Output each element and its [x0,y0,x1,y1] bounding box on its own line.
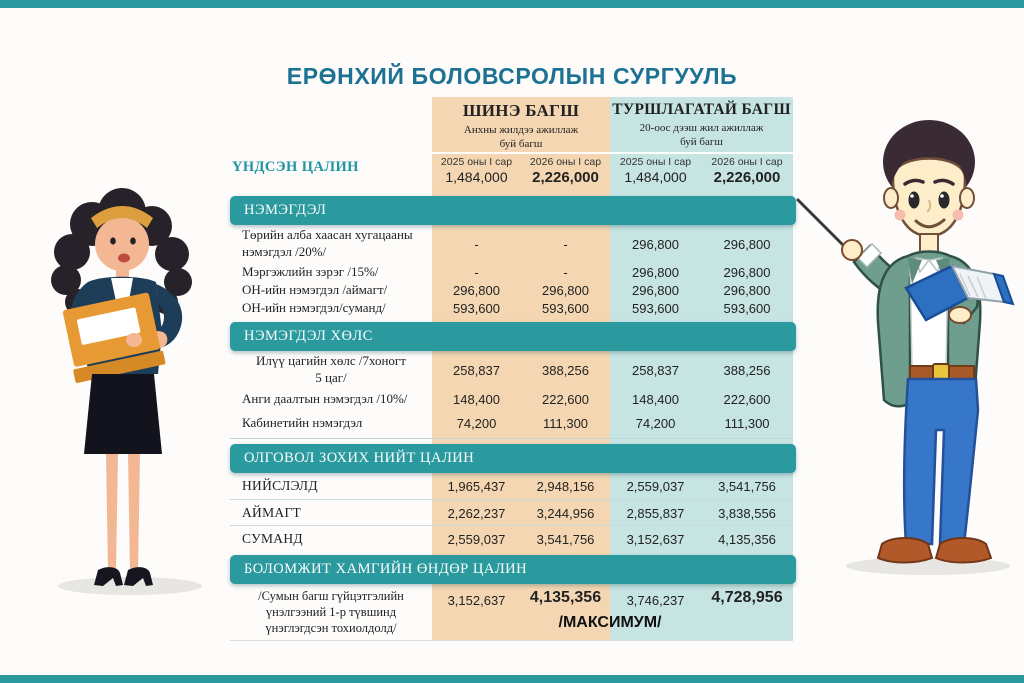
fist [842,240,862,260]
cell-value: - [474,264,479,280]
blush [895,210,906,221]
cell-value: 2,855,837 [626,505,685,521]
cell-value: 296,800 [542,282,589,298]
face [95,217,149,271]
blush [953,210,964,221]
cell-value: 222,600 [723,391,771,407]
cell-value: 388,256 [542,362,589,378]
cell-value: 296,800 [453,282,500,298]
page-title: ЕРӨНХИЙ БОЛОВСРОЛЫН СУРГУУЛЬ [286,63,738,90]
column-group-experienced-teacher [610,101,793,152]
eye [939,192,950,209]
cell-value: 296,800 [632,236,679,252]
new-teacher-title: ШИНЭ БАГШ [462,101,580,120]
base-salary-cell [432,154,521,188]
cell-value: 2,559,037 [447,531,506,547]
maximum-note: /МАКСИМУМ/ [558,614,662,631]
cell-value: 388,256 [723,362,771,378]
column-group-new-teacher [432,101,610,152]
base-salary-cell [701,154,793,188]
cell-value: 3,746,237 [626,593,685,608]
cell-value: 296,800 [632,282,679,298]
row-label: Төрийн алба хаасан хугацааны нэмэгдэл /20%/ [242,227,413,259]
table-row [230,299,793,317]
bottom-accent-bar [0,675,1024,683]
base-salary-cell [521,154,610,188]
cell-value: 296,800 [723,264,771,280]
cell-value: - [474,236,479,252]
cell-value: 74,200 [635,415,676,431]
table-row [230,584,793,641]
eye [909,192,920,209]
row-label: Анги даалтын нэмэгдэл /10%/ [242,390,408,406]
cell-value: 1,965,437 [447,478,506,494]
cell-value: 296,800 [632,264,679,280]
top-accent-bar [0,0,1024,8]
cell-value: 2,948,156 [536,478,595,494]
base-salary-value: 1,484,000 [445,169,508,185]
eye [110,237,116,244]
cell-value: 222,600 [542,391,589,407]
cell-value: 3,152,637 [626,531,685,547]
row-label: СУМАНД [242,531,303,547]
section-header-niit-tsalin: ОЛГОВОЛ ЗОХИХ НИЙТ ЦАЛИН [230,444,796,473]
eye-glint [910,194,914,198]
row-label: /Сумын багш гүйцэтгэлийн үнэлгээний 1-р түвшинд үнэглэгдсэн тохиолдолд/ [258,588,404,636]
table-row [230,263,793,281]
cell-value: 2,262,237 [447,505,506,521]
experienced-teacher-title: ТУРШЛАГАТАЙ БАГШ [612,101,791,118]
mouth [118,254,130,263]
leg [128,454,140,572]
base-salary-value: 2,226,000 [713,169,781,186]
cell-value: 3,541,756 [718,478,776,494]
hand [949,307,971,323]
trousers [904,379,978,544]
shoe [878,538,932,563]
table-row [230,411,793,435]
section-header-nemegdel-hols: НЭМЭГДЭЛ ХӨЛС [230,322,796,351]
cell-value: 111,300 [542,415,589,431]
table-row [230,225,793,263]
face [893,159,965,237]
section-header-nemegdel: НЭМЭГДЭЛ [230,196,796,225]
hand [126,333,142,347]
row-label: ОН-ийн нэмэгдэл/суманд/ [242,299,386,315]
cell-value: 74,200 [456,415,497,431]
period-label: 2025 оны I сар [440,156,513,168]
cell-value: 148,400 [632,391,679,407]
base-salary-value: 1,484,000 [624,169,687,185]
cell-value: 4,728,956 [711,589,783,606]
row-label: Кабинетийн нэмэгдэл [242,414,363,430]
cell-value: 296,800 [723,236,771,252]
cell-value: 593,600 [723,300,771,316]
cell-value: 258,837 [453,362,500,378]
cell-value: - [563,236,568,252]
table-row [230,473,793,499]
experienced-teacher-subtitle: 20-оос дээш жил ажиллаж буй багш [639,122,764,149]
table-row [230,525,793,552]
cell-value: 4,135,356 [718,531,776,547]
ear [960,188,974,208]
row-label: НИЙСЛЭЛД [242,478,318,494]
row-divider [230,438,793,439]
leg [106,454,118,572]
base-salary-row [432,152,793,188]
cell-value: 593,600 [632,300,679,316]
cell-value: - [563,264,568,280]
cell-value: 3,244,956 [536,505,595,521]
ear [884,188,898,208]
cell-value: 3,838,556 [718,505,776,521]
table-row [230,389,793,409]
cell-value: 258,837 [632,362,679,378]
cell-value: 2,559,037 [626,478,685,494]
table-row [230,351,793,389]
period-label: 2026 оны I сар [711,156,783,168]
row-label: АЙМАГТ [242,505,302,521]
section-header-max-tsalin: БОЛОМЖИТ ХАМГИЙН ӨНДӨР ЦАЛИН [230,555,796,584]
row-label: ОН-ийн нэмэгдэл /аймагт/ [242,281,388,297]
period-label: 2026 оны I сар [529,156,602,168]
cell-value: 4,135,356 [529,589,602,606]
eye [130,237,136,244]
skirt [84,374,162,454]
base-salary-cell [610,154,701,188]
base-salary-label: ҮНДСЭН ЦАЛИН [232,159,359,175]
cell-value: 296,800 [723,282,771,298]
salary-table [230,97,793,643]
cell-value: 111,300 [724,415,770,431]
row-label: Илүү цагийн хөлс /7хоногт 5 цаг/ [256,353,406,385]
cell-value: 3,541,756 [536,531,595,547]
pointer-stick [798,200,850,252]
table-row [230,499,793,526]
cell-value: 593,600 [542,300,589,316]
new-teacher-subtitle: Анхны жилдээ ажиллаж буй багш [463,124,579,151]
cell-value: 593,600 [453,300,500,316]
period-label: 2025 оны I сар [619,156,692,168]
row-label: Мэргэжлийн зэрэг /15%/ [242,263,379,279]
shoe [936,538,991,563]
eye-glint [940,194,944,198]
cell-value: 3,152,637 [447,593,506,608]
cell-value: 148,400 [453,391,500,407]
base-salary-value: 2,226,000 [532,169,599,186]
male-teacher-illustration [788,108,1024,583]
female-teacher-illustration [30,182,225,602]
table-row [230,281,793,299]
